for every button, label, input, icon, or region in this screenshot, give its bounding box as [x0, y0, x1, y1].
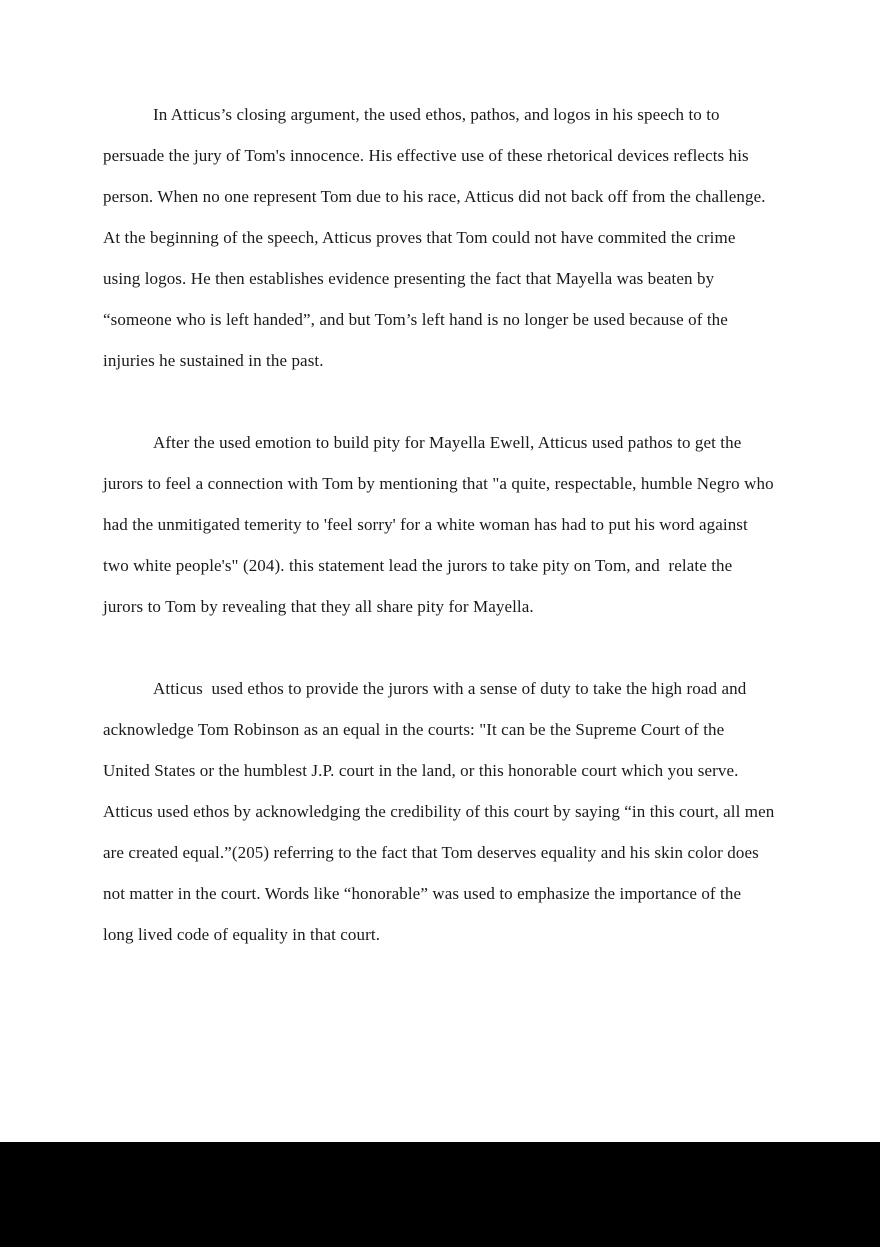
essay-line: United States or the humblest J.P. court in the land, or this honorable court which you serve. [103, 761, 739, 780]
essay-line: Atticus used ethos to provide the jurors with a sense of duty to take the high road and [153, 679, 747, 698]
essay-line: At the beginning of the speech, Atticus proves that Tom could not have commited the crime [103, 228, 736, 247]
essay-line: are created equal.”(205) referring to the fact that Tom deserves equality and his skin color does [103, 843, 759, 862]
essay-line: Atticus used ethos by acknowledging the credibility of this court by saying “in this court, all men [103, 802, 775, 821]
paragraph-3 [103, 668, 823, 955]
essay-line: person. When no one represent Tom due to his race, Atticus did not back off from the challenge. [103, 187, 766, 206]
essay-line: long lived code of equality in that court. [103, 925, 381, 944]
essay-line: jurors to feel a connection with Tom by mentioning that "a quite, respectable, humble Negro who [103, 474, 774, 493]
paragraph-1 [103, 94, 823, 381]
essay-line: jurors to Tom by revealing that they all share pity for Mayella. [103, 597, 534, 616]
essay-line: not matter in the court. Words like “honorable” was used to emphasize the importance of the [103, 884, 742, 903]
paragraph-2 [103, 422, 823, 627]
essay-line: After the used emotion to build pity for Mayella Ewell, Atticus used pathos to get the [153, 433, 742, 452]
essay-line: two white people's" (204). this statement lead the jurors to take pity on Tom, and relate the [103, 556, 733, 575]
essay-line: persuade the jury of Tom's innocence. His effective use of these rhetorical devices reflects his [103, 146, 749, 165]
essay-line: acknowledge Tom Robinson as an equal in the courts: "It can be the Supreme Court of the [103, 720, 725, 739]
essay-line: injuries he sustained in the past. [103, 351, 324, 370]
footer-black-bar [0, 1142, 880, 1247]
essay-line: “someone who is left handed”, and but Tom’s left hand is no longer be used because of the [103, 310, 728, 329]
essay-line: In Atticus’s closing argument, the used ethos, pathos, and logos in his speech to to [153, 105, 720, 124]
essay-line: using logos. He then establishes evidence presenting the fact that Mayella was beaten by [103, 269, 715, 288]
essay-body [103, 94, 823, 996]
essay-line: had the unmitigated temerity to 'feel sorry' for a white woman has had to put his word against [103, 515, 748, 534]
